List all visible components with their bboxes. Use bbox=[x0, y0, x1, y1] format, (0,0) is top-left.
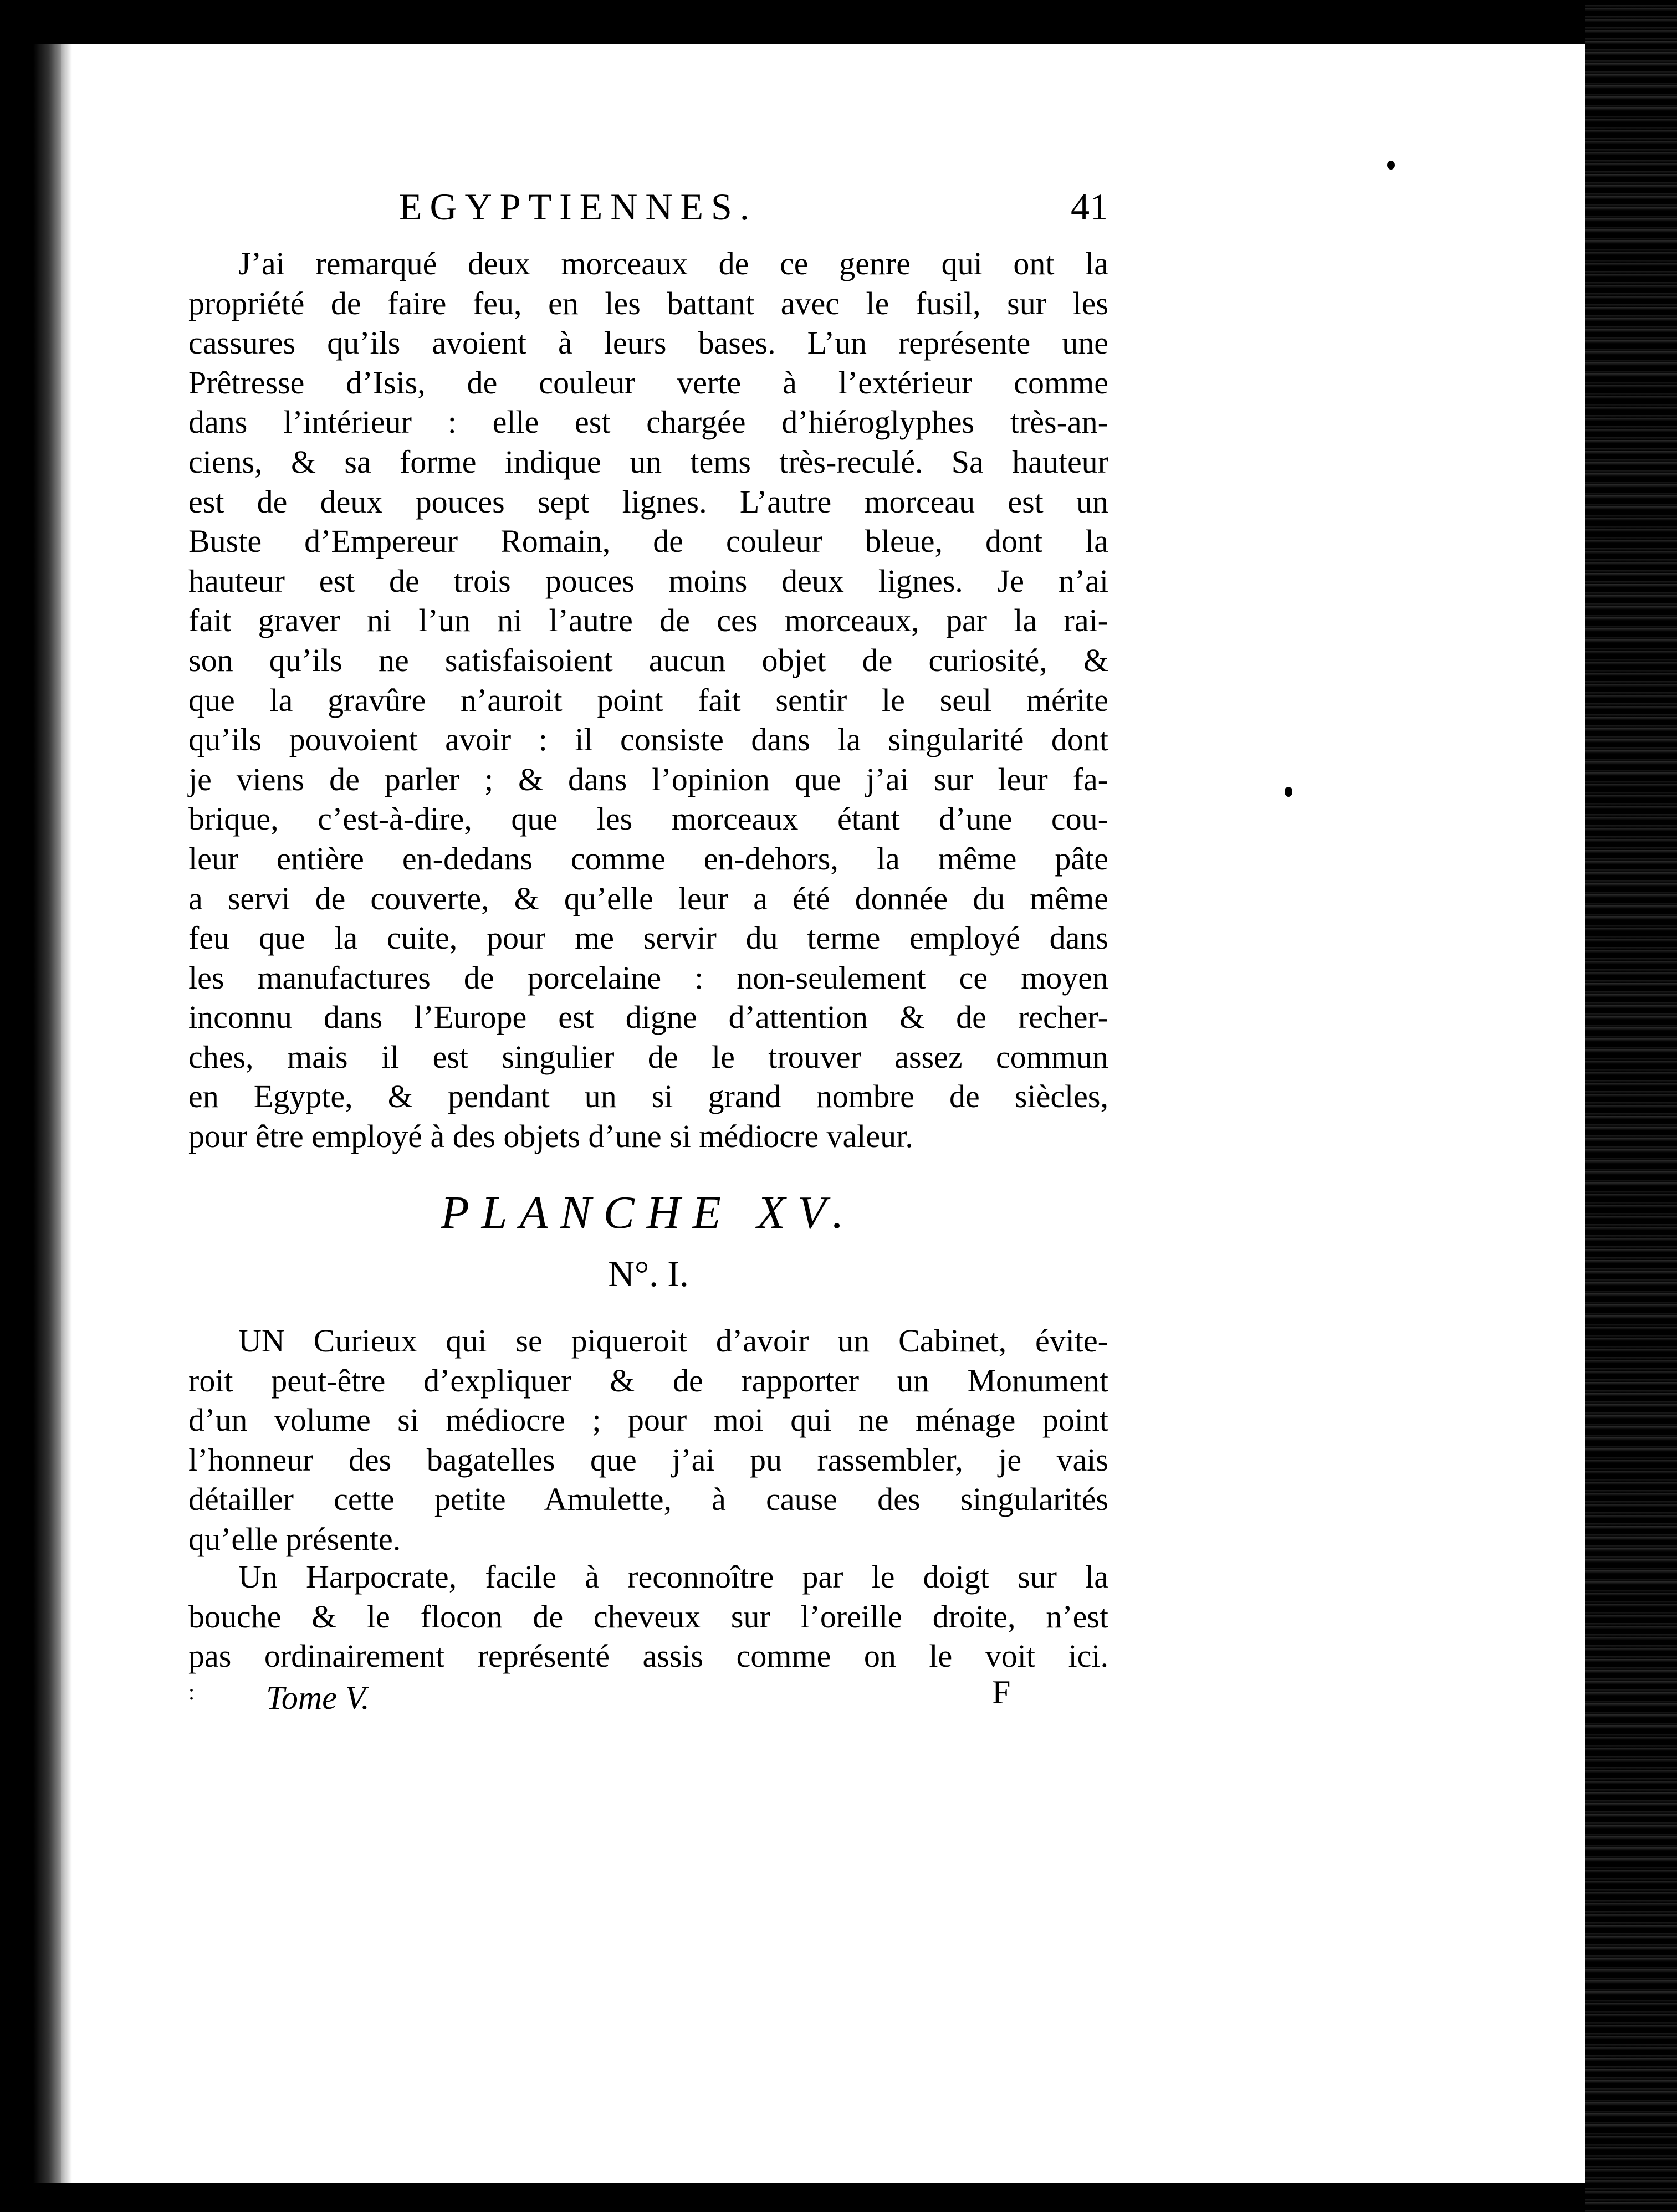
page-header bbox=[188, 185, 1108, 235]
text-line: roit peut-être d’expliquer & de rapporter un Monument bbox=[188, 1362, 1108, 1399]
text-line: a servi de couverte, & qu’elle leur a été donnée du même bbox=[188, 880, 1108, 916]
paragraph-fire-fragments bbox=[188, 244, 1108, 1156]
text-line: Prêtresse d’Isis, de couleur verte à l’extérieur comme bbox=[188, 364, 1108, 401]
text-line: d’un volume si médiocre ; pour moi qui ne ménage point bbox=[188, 1402, 1108, 1438]
item-number: N°. I. bbox=[608, 1254, 689, 1294]
text-line: pour être employé à des objets d’une si médiocre valeur. bbox=[188, 1118, 913, 1155]
text-line: dans l’intérieur : elle est chargée d’hiéroglyphes très-an- bbox=[188, 404, 1108, 441]
text-line: feu que la cuite, pour me servir du terme employé dans bbox=[188, 920, 1108, 956]
text-line: hauteur est de trois pouces moins deux lignes. Je n’ai bbox=[188, 562, 1108, 599]
text-line: UN Curieux qui se piqueroit d’avoir un Cabinet, évite- bbox=[238, 1323, 1108, 1359]
page-left-shadow bbox=[33, 44, 72, 2183]
text-line: Un Harpocrate, facile à reconnoître par le doigt sur la bbox=[238, 1559, 1108, 1595]
text-line: qu’elle présente. bbox=[188, 1520, 401, 1557]
paragraph-harpocrate bbox=[188, 1557, 1108, 1676]
text-line: inconnu dans l’Europe est digne d’attention & de recher- bbox=[188, 999, 1108, 1036]
text-line: est de deux pouces sept lignes. L’autre morceau est un bbox=[188, 483, 1108, 520]
text-line: ciens, & sa forme indique un tems très-reculé. Sa hauteur bbox=[188, 443, 1108, 480]
ink-speck bbox=[1285, 787, 1292, 797]
text-line: bouche & le flocon de cheveux sur l’oreille droite, n’est bbox=[188, 1598, 1108, 1635]
signature-mark: F bbox=[992, 1674, 1011, 1711]
ink-speck bbox=[1387, 161, 1395, 170]
text-line: son qu’ils ne satisfaisoient aucun objet de curiosité, & bbox=[188, 642, 1108, 678]
text-line: pas ordinairement représenté assis comme on le voit ici. bbox=[188, 1638, 1108, 1675]
text-line: J’ai remarqué deux morceaux de ce genre qui ont la bbox=[238, 245, 1108, 281]
text-line: les manufactures de porcelaine : non-seulement ce moyen bbox=[188, 959, 1108, 996]
text-line: ches, mais il est singulier de le trouver assez commun bbox=[188, 1038, 1108, 1075]
text-line: propriété de faire feu, en les battant avec le fusil, sur les bbox=[188, 285, 1108, 321]
text-line: l’honneur des bagatelles que j’ai pu rassembler, je vais bbox=[188, 1441, 1108, 1478]
book-binding-edge bbox=[1585, 0, 1677, 2212]
text-line: je viens de parler ; & dans l’opinion que j’ai sur leur fa- bbox=[188, 761, 1108, 797]
text-line: détailler cette petite Amulette, à cause des singularités bbox=[188, 1481, 1108, 1518]
text-line: cassures qu’ils avoient à leurs bases. L’un représente une bbox=[188, 325, 1108, 361]
text-line: que la gravûre n’auroit point fait sentir le seul mérite bbox=[188, 682, 1108, 718]
text-line: fait graver ni l’un ni l’autre de ces morceaux, par la rai- bbox=[188, 602, 1108, 639]
running-title: EGYPTIENNES. bbox=[399, 186, 757, 228]
text-line: qu’ils pouvoient avoir : il consiste dans la singularité dont bbox=[188, 721, 1108, 758]
text-line: leur entière en-dedans comme en-dehors, la même pâte bbox=[188, 840, 1108, 877]
footer-mark: : bbox=[188, 1680, 195, 1704]
page-number: 41 bbox=[1071, 186, 1108, 228]
page-footer bbox=[188, 1674, 1108, 1729]
text-line: brique, c’est-à-dire, que les morceaux étant d’une cou- bbox=[188, 801, 1108, 837]
text-line: en Egypte, & pendant un si grand nombre de siècles, bbox=[188, 1078, 1108, 1115]
paragraph-amulet-intro bbox=[188, 1321, 1108, 1559]
plate-heading: PLANCHE XV. bbox=[441, 1187, 856, 1238]
text-line: Buste d’Empereur Romain, de couleur bleue, dont la bbox=[188, 523, 1108, 560]
volume-label: Tome V. bbox=[266, 1680, 370, 1716]
